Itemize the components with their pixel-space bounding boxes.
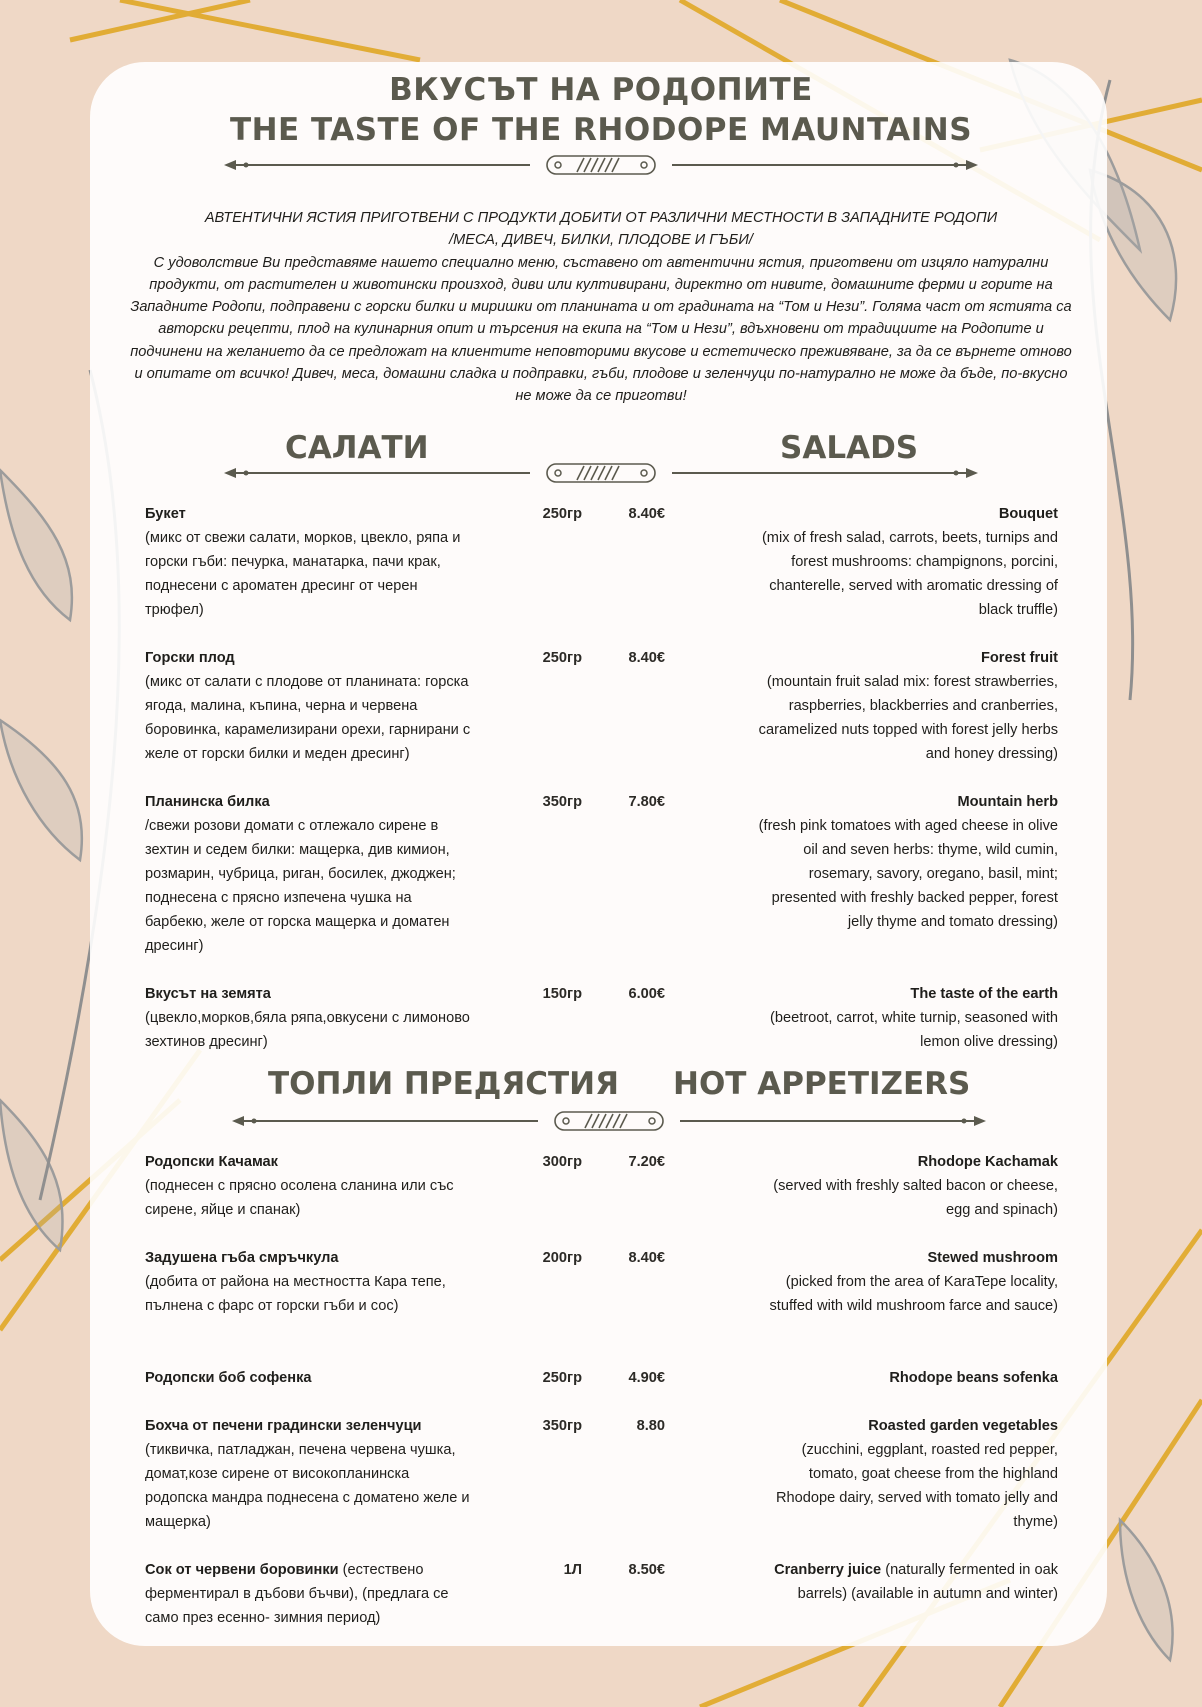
section-title-hot-en: HOT APPETIZERS [673,1066,971,1102]
item-bg [145,982,475,1054]
section-title-salads-en: SALADS [780,430,919,466]
item-weight: 200гр [542,1250,582,1266]
ornament-divider [230,1108,988,1134]
ornament-divider [222,460,980,486]
item-name-en: Rhodope beans sofenka [889,1370,1058,1386]
item-name-bg: Бохча от печени градински зеленчуци [145,1418,422,1434]
item-desc-bg: (тиквичка, патладжан, печена червена чушка, домат,козе сирене от високопланинска родопска мандра поднесена с доматено желе и мащерка) [145,1442,470,1530]
item-bg [145,1150,475,1222]
ornament-divider [222,152,980,178]
item-name-bg: Горски плод [145,650,235,666]
item-name-bg: Родопски Качамак [145,1154,278,1170]
item-name-bg: Родопски боб софенка [145,1370,312,1386]
item-name-en: Cranberry juice [774,1562,882,1578]
intro-text [130,207,1072,408]
item-desc-en: (beetroot, carrot, white turnip, seasoned with lemon olive dressing) [770,1010,1058,1050]
item-en [758,502,1058,622]
item-price: 8.40€ [628,650,665,666]
item-en [758,1246,1058,1318]
item-weight: 1Л [563,1562,582,1578]
item-en [758,1150,1058,1222]
item-name-en: Stewed mushroom [927,1250,1058,1266]
item-price: 8.50€ [628,1562,665,1578]
item-bg [145,1414,475,1534]
item-desc-en: (naturally fermented in oak barrels) (available in autumn and winter) [797,1562,1058,1602]
item-desc-bg: (добита от района на местността Кара тепе, пълнена с фарс от горски гъби и сос) [145,1274,446,1314]
item-price: 8.40€ [628,1250,665,1266]
item-name-bg: Сок от червени боровинки [145,1562,339,1578]
item-weight: 250гр [542,1370,582,1386]
item-desc-bg: (цвекло,морков,бяла ряпа,овкусени с лимоново зехтинов дресинг) [145,1010,470,1050]
item-name-en: Bouquet [998,506,1058,522]
item-name-en: Roasted garden vegetables [868,1418,1058,1434]
item-en [758,1366,1058,1390]
item-name-en: Mountain herb [957,794,1058,810]
item-desc-en: (served with freshly salted bacon or cheese, egg and spinach) [773,1178,1058,1218]
item-price: 7.20€ [628,1154,665,1170]
item-desc-bg: (микс от салати с плодове от планината: горска ягода, малина, къпина, черна и червена боровинка, карамелизирани орехи, гарнирани с желе от горски билки и меден дресинг) [145,674,471,762]
item-weight: 150гр [542,986,582,1002]
item-desc-en: (mountain fruit salad mix: forest strawberries, raspberries, blackberries and cranberries, caramelized nuts topped with forest jelly herbs and honey dressing) [758,674,1058,762]
item-en [758,790,1058,934]
item-desc-en: (fresh pink tomatoes with aged cheese in olive oil and seven herbs: thyme, wild cumin, rosemary, savory, oregano, basil, mint; presented with freshly backed pepper, forest jelly thyme and tomato dressing) [758,818,1058,930]
item-name-bg: Планинска билка [145,794,270,810]
item-desc-en: (zucchini, eggplant, roasted red pepper, tomato, goat cheese from the highland Rhodope dairy, served with tomato jelly and thyme) [775,1442,1058,1530]
item-bg [145,790,475,958]
item-bg [145,1366,475,1390]
item-price: 8.40€ [628,506,665,522]
item-desc-bg: (микс от свежи салати, морков, цвекло, ряпа и горски гъби: печурка, манатарка, пачи крак, поднесени с ароматен дресинг от черен трюфел) [145,530,461,618]
item-weight: 300гр [542,1154,582,1170]
intro-body: С удоволствие Ви представяме нашето специално меню, съставено от автентични ястия, приготвени от изцяло натурални продукти, от растителен и животински произход, диви или култивирани, директно от нивите, домашните ферми и горите на Западните Родопи, подправени с горски билки и миришки от планината и от градината на “Том и Нези”. Голяма част от ястията са авторски рецепти, плод на кулинарния опит и търсения на екипа на “Том и Нези”, вдъхновени от традициите на Родопите и подчинени на желанието да се предложат на клиентите неповторими вкусове и естетическо преживяване, за да се върнете отново и опитате от всичко! Дивеч, меса, домашни сладка и подправки, гъби, плодове и зеленчуци по-натурално не може да бъде, по-вкусно не може да се приготви! [130,254,1072,405]
item-weight: 250гр [542,506,582,522]
item-name-bg: Букет [145,506,186,522]
menu-title-en: THE TASTE OF THE RHODOPE MAUNTAINS [229,112,973,148]
item-desc-en: (picked from the area of KaraTepe locality, stuffed with wild mushroom farce and sauce) [769,1274,1058,1314]
item-en [758,1558,1058,1606]
item-desc-bg: /свежи розови домати с отлежало сирене в зехтин и седем билки: мащерка, див кимион, розмарин, чубрица, риган, босилек, джоджен; поднесена с прясно изпечена чушка на барбекю, желе от горска мащерка и доматен дресинг) [145,818,456,954]
item-name-en: The taste of the earth [910,986,1058,1002]
item-name-bg: Задушена гъба смръчкула [145,1250,339,1266]
item-weight: 350гр [542,794,582,810]
intro-line-1: АВТЕНТИЧНИ ЯСТИЯ ПРИГОТВЕНИ С ПРОДУКТИ ДОБИТИ ОТ РАЗЛИЧНИ МЕСТНОСТИ В ЗАПАДНИТЕ РОДОПИ [204,210,998,226]
item-bg [145,502,475,622]
item-price: 8.80 [636,1418,665,1434]
section-title-salads-bg: САЛАТИ [285,430,429,466]
item-price: 7.80€ [628,794,665,810]
item-en [758,1414,1058,1534]
item-bg [145,646,475,766]
item-weight: 250гр [542,650,582,666]
item-en [758,982,1058,1054]
intro-line-2: /МЕСА, ДИВЕЧ, БИЛКИ, ПЛОДОВЕ И ГЪБИ/ [449,232,753,249]
item-weight: 350гр [542,1418,582,1434]
item-name-en: Forest fruit [980,650,1058,666]
item-price: 6.00€ [628,986,665,1002]
item-desc-bg: (поднесен с прясно осолена сланина или със сирене, яйце и спанак) [145,1178,454,1218]
item-desc-bg: (естествено ферментирал в дъбови бъчви), (предлага се само през есенно- зимния период) [145,1562,449,1626]
item-desc-en: (mix of fresh salad, carrots, beets, turnips and forest mushrooms: champignons, porcini, chanterelle, served with aromatic dressing of black truffle) [761,530,1058,618]
item-name-en: Rhodope Kachamak [917,1154,1058,1170]
item-name-bg: Вкусът на земята [145,986,271,1002]
item-bg [145,1246,475,1318]
item-en [758,646,1058,766]
menu-title-bg: ВКУСЪТ НА РОДОПИТЕ [389,72,813,108]
section-title-hot-bg: ТОПЛИ ПРЕДЯСТИЯ [268,1066,619,1102]
item-bg [145,1558,475,1630]
item-price: 4.90€ [628,1370,665,1386]
